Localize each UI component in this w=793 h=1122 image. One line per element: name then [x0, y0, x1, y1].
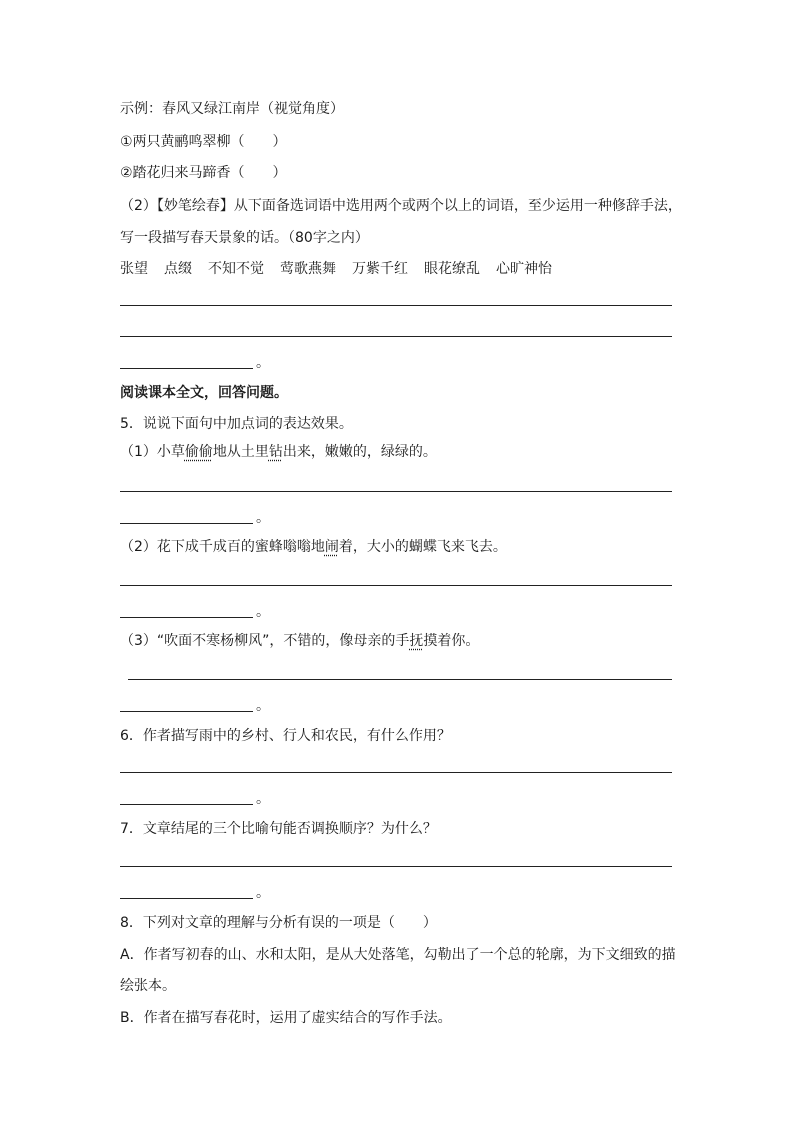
answer-line[interactable] [120, 305, 672, 306]
answer-line-short[interactable] [120, 368, 253, 369]
question-2-line-2: 写一段描写春天景象的话。（80字之内） [120, 230, 369, 246]
end-mark: 。 [256, 604, 270, 620]
section-header: 阅读课本全文，回答问题。 [120, 385, 288, 401]
text-segment: 摸着你。 [423, 633, 480, 649]
answer-line[interactable] [128, 679, 672, 680]
answer-line-short[interactable] [120, 804, 253, 805]
answer-line[interactable] [120, 866, 672, 867]
question-5-sub-3 [120, 632, 479, 650]
word-item: 不知不觉 [208, 261, 264, 277]
word-item: 心旷神怡 [496, 261, 552, 277]
end-mark: 。 [256, 510, 270, 526]
question-8-title: 8．下列对文章的理解与分析有误的一项是（ ） [120, 915, 437, 931]
text-segment: 着，大小的蝴蝶飞来飞去。 [338, 539, 507, 555]
answer-line[interactable] [120, 336, 672, 337]
emphasized-word: 抚 [409, 633, 424, 649]
example-line: 示例：春风又绿江南岸（视觉角度） [120, 101, 344, 117]
word-item: 莺歌燕舞 [280, 261, 336, 277]
text-segment: （2）花下成千成百的蜜蜂嗡嗡地 [120, 539, 325, 555]
question-7-title: 7．文章结尾的三个比喻句能否调换顺序？为什么？ [120, 821, 437, 837]
example-item-1: ①两只黄鹂鸣翠柳（ ） [120, 134, 287, 150]
text-segment: （1）小草 [120, 444, 185, 460]
text-segment: （3）“吹面不寒杨柳风”，不错的，像母亲的手 [120, 633, 410, 649]
question-2-line-1: （2）【妙笔绘春】从下面备选词语中选用两个或两个以上的词语，至少运用一种修辞手法， [120, 198, 682, 214]
question-5-title: 5．说说下面句中加点词的表达效果。 [120, 416, 353, 432]
end-mark: 。 [256, 698, 270, 714]
option-b[interactable]: B．作者在描写春花时，运用了虚实结合的写作手法。 [120, 1010, 452, 1026]
text-segment: 地从土里 [212, 444, 269, 460]
end-mark: 。 [256, 791, 270, 807]
word-item: 万紫千红 [352, 261, 408, 277]
end-mark: 。 [256, 355, 270, 371]
emphasized-word: 钻 [268, 444, 283, 460]
question-5-sub-1 [120, 443, 437, 461]
emphasized-word: 偷偷 [184, 444, 213, 460]
answer-line-short[interactable] [120, 898, 253, 899]
answer-line[interactable] [120, 585, 672, 586]
example-item-2: ②踏花归来马蹄香（ ） [120, 165, 287, 181]
word-item: 点缀 [164, 261, 192, 277]
question-6-title: 6．作者描写雨中的乡村、行人和农民，有什么作用？ [120, 728, 451, 744]
text-segment: 出来，嫩嫩的，绿绿的。 [282, 444, 437, 460]
answer-line-short[interactable] [120, 523, 253, 524]
end-mark: 。 [256, 885, 270, 901]
option-a-line-2[interactable]: 绘张本。 [120, 978, 176, 994]
answer-line-short[interactable] [120, 617, 253, 618]
option-a-line-1[interactable]: A．作者写初春的山、水和太阳，是从大处落笔，勾勒出了一个总的轮廓，为下文细致的描 [120, 947, 676, 963]
word-item: 眼花缭乱 [424, 261, 480, 277]
word-bank [120, 260, 568, 278]
answer-line[interactable] [120, 772, 672, 773]
answer-line-short[interactable] [120, 711, 253, 712]
word-item: 张望 [120, 261, 148, 277]
emphasized-word: 闹 [324, 539, 339, 555]
question-5-sub-2 [120, 538, 507, 556]
answer-line[interactable] [120, 491, 672, 492]
